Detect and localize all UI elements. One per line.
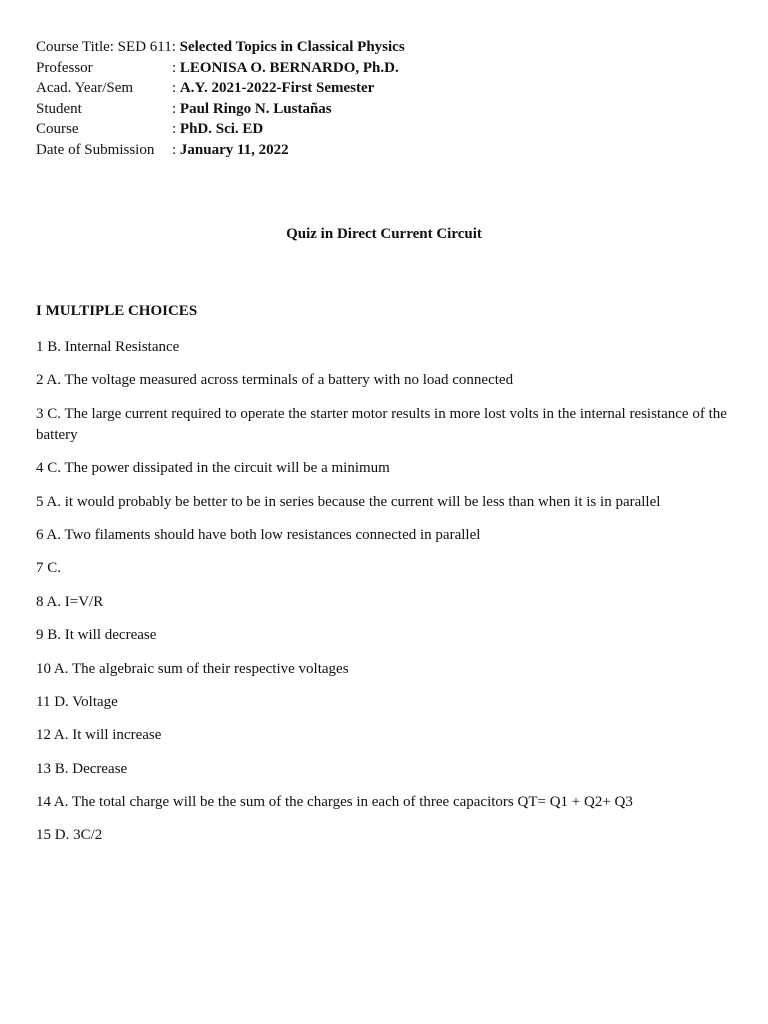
answer-item: 9 B. It will decrease [36,627,157,644]
section-heading: I MULTIPLE CHOICES [36,303,198,319]
acad-year-separator: : [172,80,180,97]
document-header [36,37,405,161]
professor-label: Professor [36,59,93,76]
student-label: Student [36,100,82,117]
professor-separator: : [172,59,180,76]
acad-year-label: Acad. Year/Sem [36,80,134,97]
acad-year-value: A.Y. 2021-2022-First Semester [179,80,375,97]
answer-list [36,337,736,859]
professor-value: LEONISA O. BERNARDO, Ph.D. [179,59,399,76]
student-separator: : [172,100,180,117]
answer-item: 2 A. The voltage measured across terminals of a battery with no load connected [36,372,514,389]
answer-item: 8 A. I=V/R [36,593,104,610]
course-title-value: Selected Topics in Classical Physics [179,39,405,55]
answer-item: 13 B. Decrease [36,760,128,777]
answer-item: 14 A. The total charge will be the sum of the charges in each of three capacitors QT= Q1 + Q2+ Q3 [36,794,633,811]
answer-item: 6 A. Two filaments should have both low resistances connected in parallel [36,526,481,543]
course-title-label: Course Title: SED 611: [36,39,180,55]
course-label: Course [36,121,79,138]
answer-item: 5 A. it would probably be better to be in series because the current will be less than when it is in parallel [36,493,661,510]
answer-item: 12 A. It will increase [36,727,162,744]
course-title-row [36,37,405,58]
answer-item: 7 C. [36,560,62,577]
answer-item: 3 C. The large current required to operate the starter motor results in more lost volts in the internal resistance of the battery [36,405,727,443]
answer-item: 10 A. The algebraic sum of their respective voltages [36,660,349,677]
submission-date-value: January 11, 2022 [179,141,289,158]
course-row [36,119,405,140]
course-separator: : [172,121,180,138]
answer-item: 1 B. Internal Resistance [36,339,180,355]
professor-row [36,58,405,79]
submission-date-row [36,140,405,161]
answer-item: 11 D. Voltage [36,693,118,710]
quiz-title: Quiz in Direct Current Circuit [286,226,482,242]
student-row [36,99,405,120]
submission-date-separator: : [172,141,180,158]
submission-date-label: Date of Submission [36,141,155,158]
course-value: PhD. Sci. ED [179,121,264,138]
answer-item: 4 C. The power dissipated in the circuit will be a minimum [36,460,390,477]
answer-item: 15 D. 3C/2 [36,827,103,844]
acad-year-row [36,78,405,99]
student-value: Paul Ringo N. Lustañas [179,100,332,117]
